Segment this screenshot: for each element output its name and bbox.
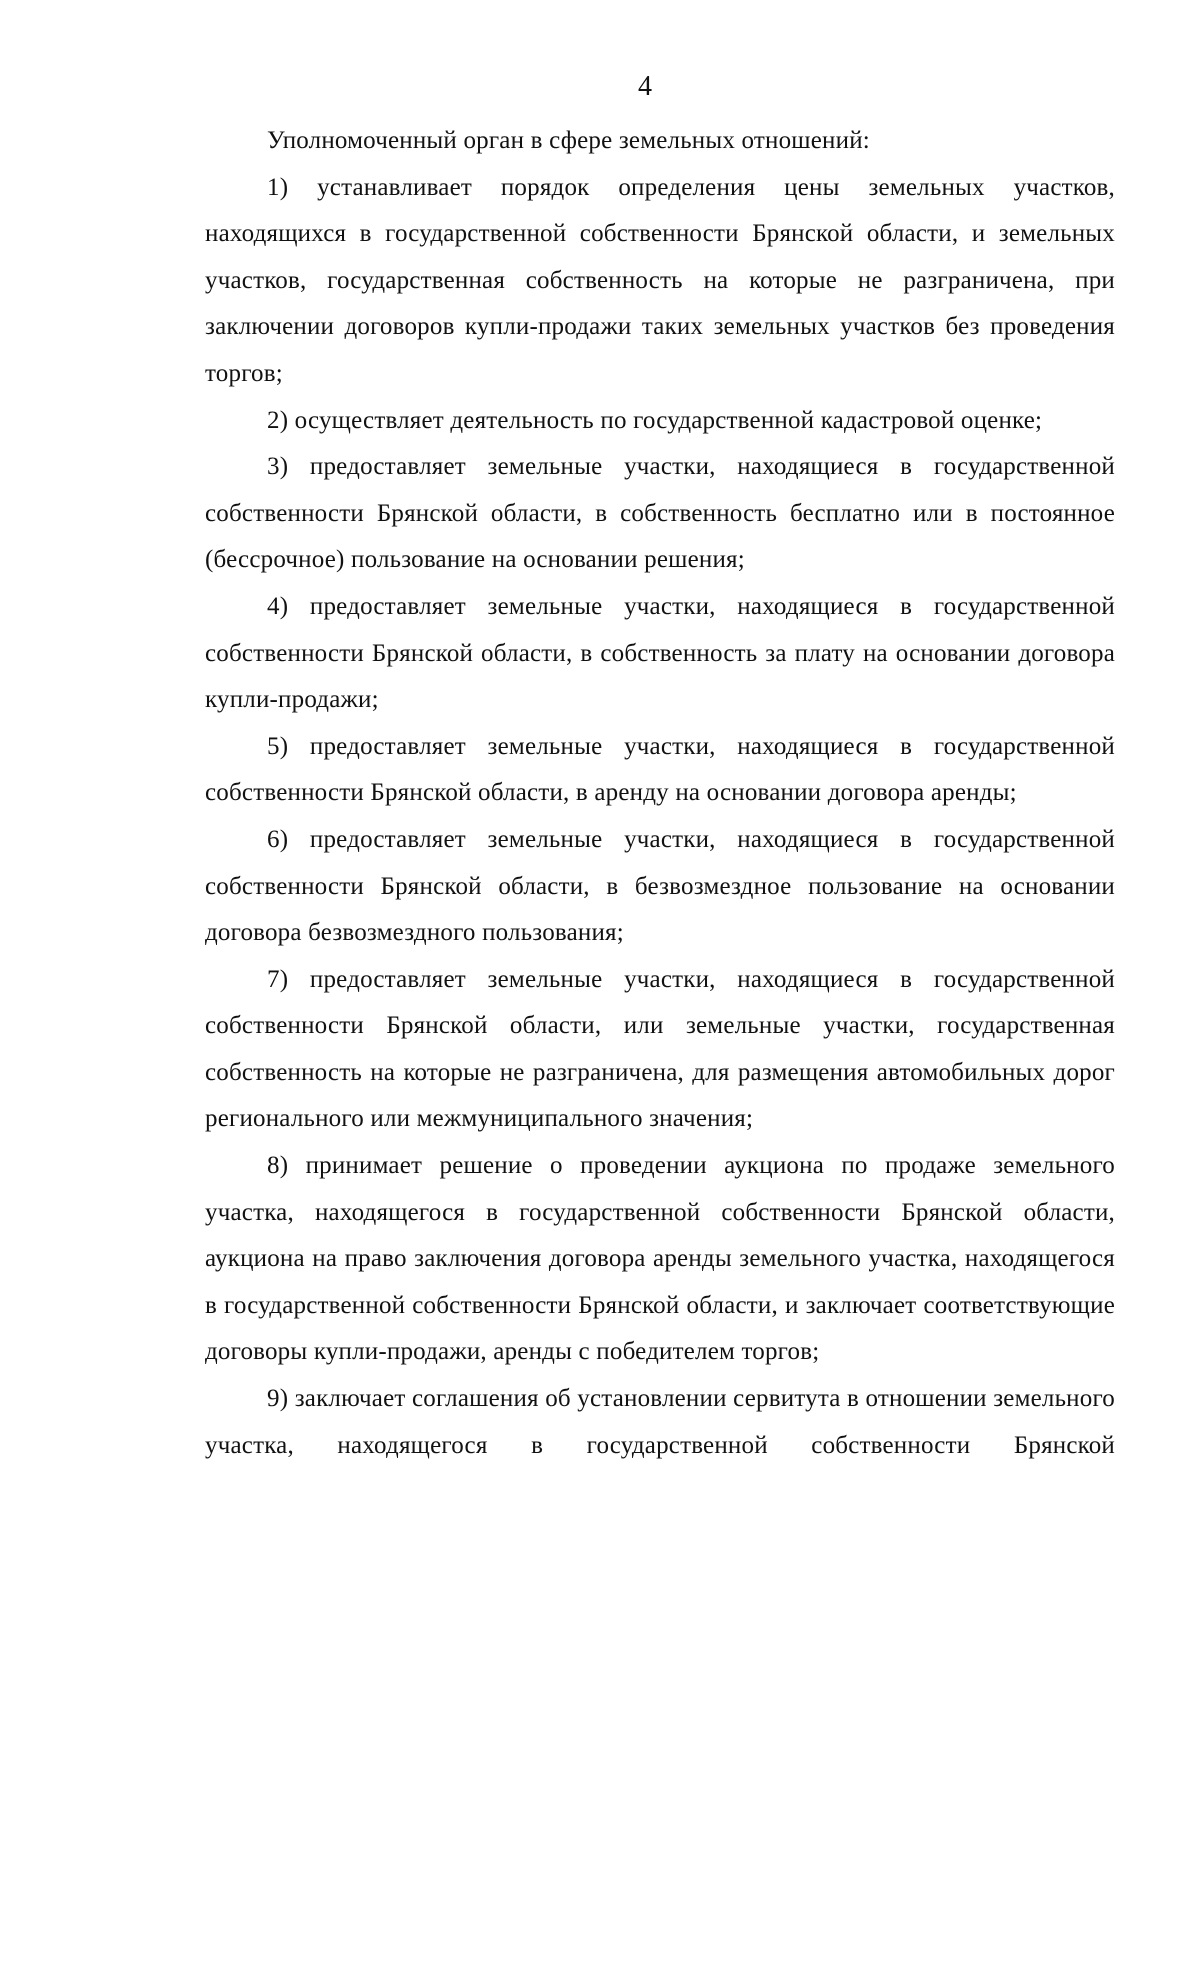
list-item-7: 7) предоставляет земельные участки, находящиеся в государственной собственности Брянской области, или земельные участки, государственная собственность на которые не разграничена, для размещения автомобильных дорог регионального или межмуниципального значения;	[205, 965, 1115, 1133]
list-item-6: 6) предоставляет земельные участки, находящиеся в государственной собственности Брянской области, в безвозмездное пользование на основании договора безвозмездного пользования;	[205, 825, 1115, 947]
list-item-5: 5) предоставляет земельные участки, находящиеся в государственной собственности Брянской области, в аренду на основании договора аренды;	[205, 732, 1115, 807]
list-item-3: 3) предоставляет земельные участки, находящиеся в государственной собственности Брянской области, в собственность бесплатно или в постоянное (бессрочное) пользование на основании решения;	[205, 453, 1115, 574]
intro-paragraph: Уполномоченный орган в сфере земельных отношений:	[267, 127, 870, 154]
list-item-4: 4) предоставляет земельные участки, находящиеся в государственной собственности Брянской области, в собственность за плату на основании договора купли-продажи;	[205, 592, 1115, 714]
list-item-1: 1) устанавливает порядок определения цены земельных участков, находящихся в государственной собственности Брянской области, и земельных участков, государственная собственность на которые не разграничена, при заключении договоров купли-продажи таких земельных участков без проведения торгов;	[205, 173, 1115, 387]
list-item-2: 2) осуществляет деятельность по государственной кадастровой оценке;	[267, 406, 1043, 434]
document-body	[205, 118, 1115, 1469]
list-item-8: 8) принимает решение о проведении аукциона по продаже земельного участка, находящегося в государственной собственности Брянской области, аукциона на право заключения договора аренды земельного участка, находящегося в государственной собственности Брянской области, и заключает соответствующие договоры купли-продажи, аренды с победителем торгов;	[205, 1152, 1115, 1366]
list-item-9: 9) заключает соглашения об установлении сервитута в отношении земельного участка, находящегося в государственной собственности Брянской	[205, 1385, 1115, 1459]
page-number: 4	[638, 71, 652, 102]
